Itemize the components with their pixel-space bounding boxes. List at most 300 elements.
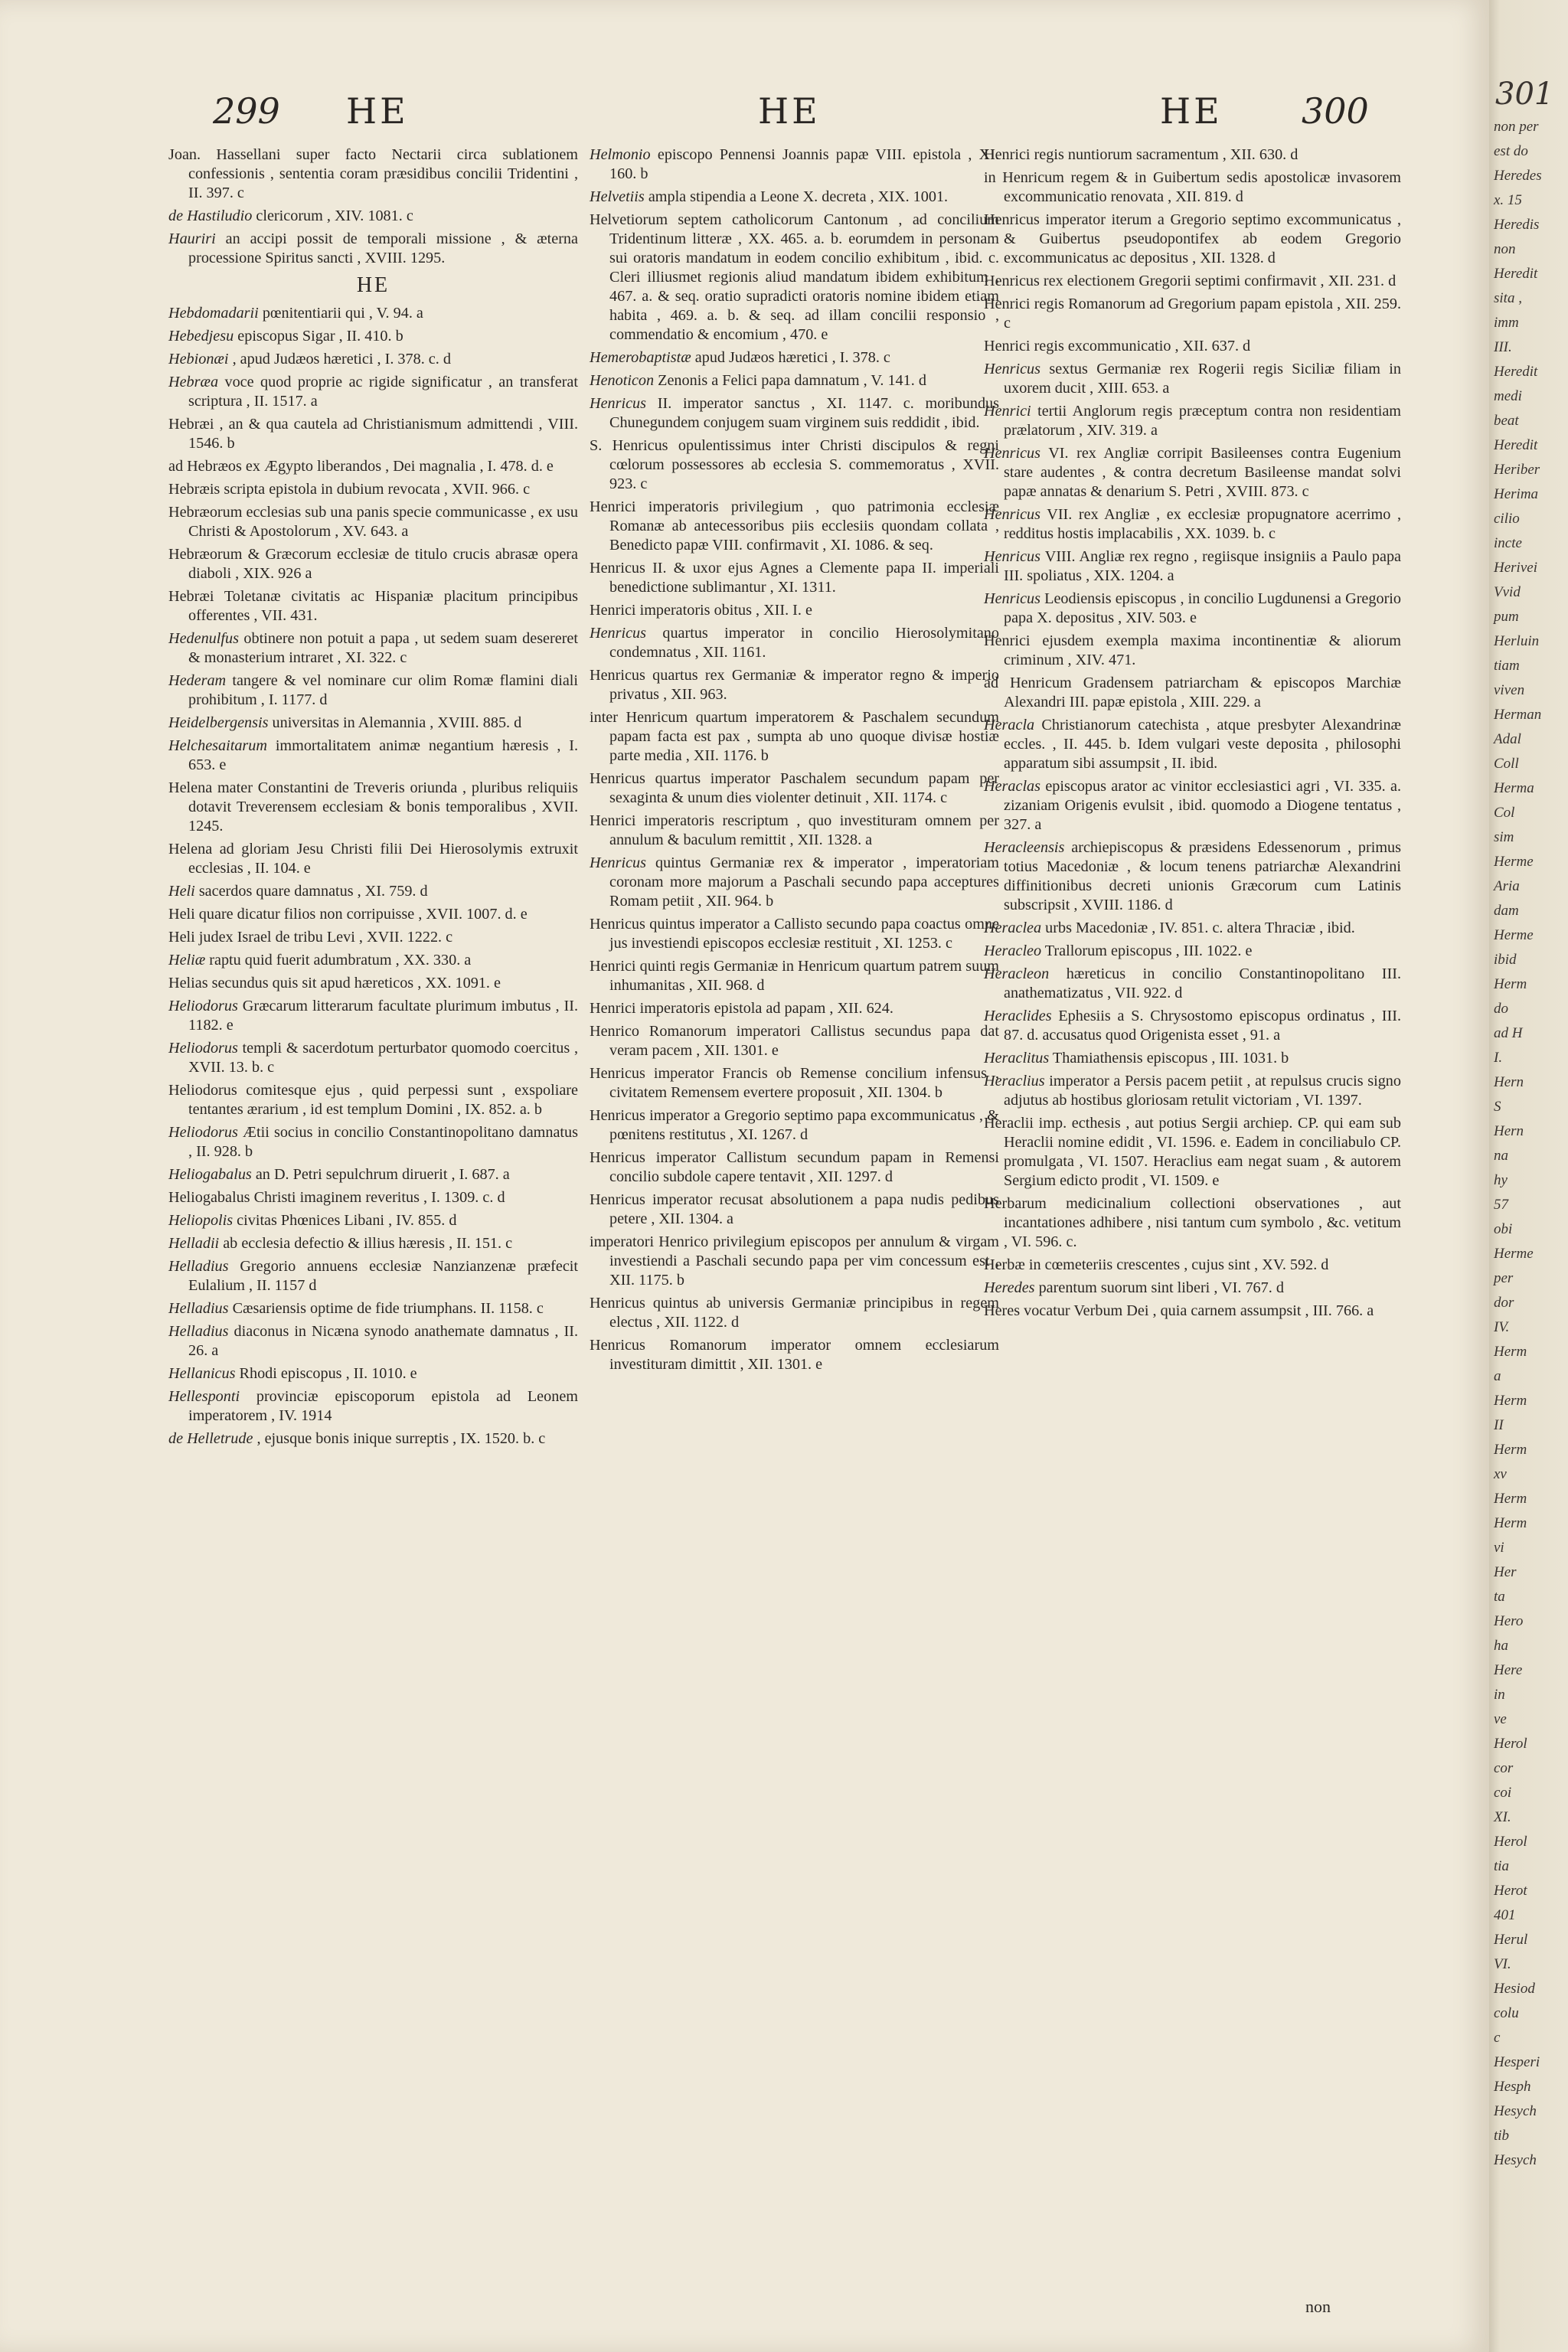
next-page-fragment: non per [1494,119,1539,135]
entry-text: Herbarum medicinalium collectioni observationes , aut incantationes adhibere , nisi tantum cum symbolo , &c. vetitum , VI. 596. c. [984,1195,1401,1250]
index-entry [590,498,999,555]
entry-keyword: Heliodorus [168,1124,238,1141]
index-entry [590,211,999,345]
entry-keyword: Henricus [984,590,1041,607]
entry-keyword: Heliæ [168,952,206,969]
entry-text: Heliodorus comitesque ejus , quid perpessi sunt , exspoliare tentantes ærarium , id est templum Domini , IX. 852. a. b [168,1082,578,1118]
index-entry [590,145,999,184]
next-page-fragment: est do [1494,143,1528,159]
index-entry [590,1106,999,1145]
next-page-fragment: imm [1494,315,1519,331]
index-entry [168,350,578,369]
next-page-fragment: Heriber [1494,462,1540,478]
index-entry [984,965,1401,1003]
index-entry [168,480,578,499]
entry-text: Hebræorum ecclesias sub una panis specie communicasse , ex usu Christi & Apostolorum , XV. 643. a [168,504,578,540]
entry-text: Henricus quartus rex Germaniæ & imperator regno & imperio privatus , XII. 963. [590,667,999,703]
next-page-fragment: Hesperi [1494,2054,1540,2070]
index-entry [984,674,1401,712]
index-entry [168,671,578,710]
next-page-fragment: Herm [1494,1442,1527,1458]
index-entry [590,915,999,953]
index-entry [168,415,578,453]
index-entry [984,1256,1401,1275]
index-entry [168,1211,578,1230]
next-page-fragment: Herme [1494,1246,1534,1262]
next-page-fragment: coi [1494,1785,1512,1801]
next-page-fragment: beat [1494,413,1519,429]
next-page-fragment: III. [1494,339,1512,355]
entry-text: archiepiscopus & præsidens Edessenorum , primus totius Macedoniæ , & locum tenens patriarchæ Alexandrini diffinitionibus decreti unionis Græcorum cum Latinis subscripsit , XVIII. 1186. d [1004,839,1401,913]
next-page-edge [1489,0,1568,2352]
entry-keyword: de Hastiludio [168,207,253,224]
entry-keyword: Heliodorus [168,998,238,1014]
entry-text: Henricus quartus imperator Paschalem secundum papam per sexaginta & unum dies violenter detinuit , XII. 1174. c [590,770,999,806]
entry-text: VI. rex Angliæ corripit Basileenses contra Eugenium stare audentes , & contra decretum Basileense mandat solvi papæ annatas & denarium S. Petri , XVIII. 873. c [1004,445,1401,500]
entry-text: pœnitentiarii qui , V. 94. a [258,305,423,322]
entry-text: sacerdos quare damnatus , XI. 759. d [194,883,428,900]
next-page-fragment: a [1494,1368,1501,1384]
next-page-fragment: vi [1494,1540,1504,1556]
index-entry [984,505,1401,544]
entry-text: Henricus imperator Francis ob Remense concilium infensus , civitatem Remensem evertere proposuit , XII. 1304. b [590,1065,999,1101]
column-heading-1: HE [346,90,409,132]
index-entry [168,545,578,583]
entry-text: quartus imperator in concilio Hierosolymitano condemnatus , XII. 1161. [609,625,999,661]
entry-keyword: Henricus [590,625,647,642]
next-page-fragment: Col [1494,805,1515,821]
index-entry [590,1022,999,1060]
entry-text: Christianorum catechista , atque presbyter Alexandrinæ eccles. , II. 445. b. Idem vulgari veste deposita , philosophi apparatum sibi assumpsit , II. ibid. [1004,717,1401,772]
entry-text: an accipi possit de temporali missione , & æterna processione Spiritus sancti , XVIII. 1295. [188,230,578,266]
index-column-2 [590,145,999,1378]
entry-keyword: Heraclea [984,920,1042,936]
entry-keyword: Heliogabalus [168,1166,252,1183]
index-entry [590,624,999,662]
entry-text: Græcarum litterarum facultate plurimum imbutus , II. 1182. e [188,998,578,1034]
next-page-fragment: Hesych [1494,2152,1537,2168]
entry-keyword: Hederam [168,672,227,689]
next-page-fragment: Herol [1494,1834,1527,1850]
entry-keyword: Henricus [984,445,1041,462]
index-entry [590,666,999,704]
index-entry [168,1165,578,1184]
entry-keyword: Helchesaitarum [168,737,267,754]
index-entry [168,1039,578,1077]
entry-keyword: Helladius [168,1323,229,1340]
entry-text: Joan. Hassellani super facto Nectarii circa sublationem confessionis , sententia coram præsidibus concilii Tridentini , II. 397. c [168,146,578,201]
next-page-fragment: obi [1494,1221,1513,1237]
index-entry [168,1081,578,1119]
catchword: non [1305,2297,1331,2316]
next-page-fragment: Herme [1494,927,1534,943]
entry-text: Henricus II. & uxor ejus Agnes a Clemente papa II. imperiali benedictione sublimantur , XI. 1311. [590,560,999,596]
index-entry [590,812,999,850]
entry-text: universitas in Alemannia , XVIII. 885. d [268,714,522,731]
next-page-fragment: Heredit [1494,364,1538,380]
next-page-fragment: viven [1494,682,1525,698]
next-page-fragment: Herivei [1494,560,1537,576]
index-entry [984,444,1401,501]
entry-text: Hebræi , an & qua cautela ad Christianismum admittendi , VIII. 1546. b [168,416,578,452]
entry-text: Henricus Romanorum imperator omnem ecclesiarum investituram dimittit , XII. 1301. e [590,1337,999,1373]
index-entry [168,207,578,226]
index-entry [168,779,578,836]
entry-text: Henrici imperatoris privilegium , quo patrimonia ecclesiæ Romanæ ab antecessoribus piis ecclesiis quondam collata , Benedicto papæ VIII. confirmavit , XI. 1086. & seq. [590,498,999,554]
index-entry [590,371,999,390]
index-entry [984,145,1401,165]
next-page-fragment: c [1494,2030,1501,2046]
entry-keyword: Henricus [590,395,647,412]
index-entry [168,327,578,346]
index-entry [984,547,1401,586]
next-page-fragment: in [1494,1687,1505,1703]
entry-text: , ejusque bonis inique surreptis , IX. 1520. b. c [253,1430,546,1447]
index-entry [984,211,1401,268]
entry-text: Henrici quinti regis Germaniæ in Henricum quartum patrem suum inhumanitas , XII. 968. d [590,958,999,994]
entry-text: Zenonis a Felici papa damnatum , V. 141. d [654,372,926,389]
entry-text: obtinere non potuit a papa , ut sedem suam desereret & monasterium intraret , XI. 322. c [188,630,578,666]
next-page-fragment: sim [1494,829,1514,845]
index-entry [168,1234,578,1253]
next-page-fragment: Herot [1494,1883,1527,1899]
next-page-fragment: ve [1494,1711,1507,1727]
next-page-number: 301 [1495,77,1554,112]
entry-text: episcopus arator ac vinitor ecclesiastici agri , VI. 335. a. zizaniam Origenis evulsit , ibid. quomodo a Diogene tentatus , 327. a [1004,778,1401,833]
next-page-fragment: II [1494,1417,1504,1433]
index-entry [590,957,999,995]
index-entry [168,714,578,733]
page-number-right: 300 [1302,90,1369,132]
next-page-fragment: I. [1494,1050,1503,1066]
entry-text: Gregorio annuens ecclesiæ Nanzianzenæ præfecit Eulalium , II. 1157 d [188,1258,578,1294]
index-entry [984,838,1401,915]
index-entry [168,1257,578,1295]
entry-text: Rhodi episcopus , II. 1010. e [235,1365,417,1382]
next-page-fragment: Herme [1494,854,1534,870]
index-entry [590,348,999,368]
entry-text: Helena ad gloriam Jesu Christi filii Dei Hierosolymis extruxit ecclesias , II. 104. e [168,841,578,877]
index-entry [984,360,1401,398]
entry-text: Heliogabalus Christi imaginem reveritus , I. 1309. c. d [168,1189,505,1206]
entry-text: tertii Anglorum regis præceptum contra non residentiam prælatorum , XIV. 319. a [1004,403,1401,439]
index-entry [590,1233,999,1290]
entry-keyword: Heraclas [984,778,1041,795]
entry-text: Heraclii imp. ecthesis , aut potius Sergii archiep. CP. qui eam sub Heraclii nomine edidit , VI. 1596. e. Eadem in conciliabulo CP. promulgata , VI. 1507. Heraclius eam negat suam , & autorem Sergium edicto prodit , VI. 1509. e [984,1115,1401,1189]
entry-text: Henrici ejusdem exempla maxima incontinentiæ & aliorum criminum , XIV. 471. [984,632,1401,668]
entry-keyword: Heraclius [984,1073,1045,1089]
entry-keyword: Henricus [590,854,647,871]
entry-keyword: Hebdomadarii [168,305,259,322]
entry-text: VII. rex Angliæ , ex ecclesiæ propugnatore acerrimo , redditus hostis implacabilis , XX. 1039. b. c [1004,506,1401,542]
next-page-fragment: Hern [1494,1123,1524,1139]
next-page-fragment: Aria [1494,878,1520,894]
entry-keyword: Helladius [168,1258,229,1275]
entry-text: quintus Germaniæ rex & imperator , imperatoriam coronam more majorum a Paschali secundo papa acceptures Romam petiit , XII. 964. b [609,854,999,910]
page-number-left: 299 [213,90,280,132]
next-page-fragment: ad H [1494,1025,1523,1041]
entry-text: clericorum , XIV. 1081. c [252,207,413,224]
next-page-fragment: Herm [1494,1393,1527,1409]
index-entry [168,905,578,924]
section-subheading: HE [356,273,390,297]
entry-text: imperator a Persis pacem petiit , at repulsus crucis signo adjutus ab hostibus gloriosam retulit victoriam , VI. 1397. [1004,1073,1401,1109]
entry-text: S. Henricus opulentissimus inter Christi discipulos & regni cœlorum possessores ab ecclesia S. commemoratus , XVII. 923. c [590,437,999,492]
next-page-fragment: do [1494,1001,1508,1017]
index-entry [984,1072,1401,1110]
index-entry [168,629,578,668]
entry-keyword: Hellanicus [168,1365,236,1382]
index-entry [168,1123,578,1161]
entry-text: Trallorum episcopus , III. 1022. e [1041,942,1253,959]
entry-text: Hebræi Toletanæ civitatis ac Hispaniæ placitum principibus offerentes , VII. 431. [168,588,578,624]
entry-text: Henrici imperatoris epistola ad papam , XII. 624. [590,1000,893,1017]
entry-keyword: Hellesponti [168,1388,240,1405]
next-page-fragment: per [1494,1270,1514,1286]
entry-keyword: Helmonio [590,146,651,163]
entry-keyword: Helladius [168,1300,229,1317]
entry-keyword: Hemerobaptistæ [590,349,691,366]
index-entry [590,854,999,911]
next-page-fragment: ha [1494,1638,1508,1654]
entry-text: imperatori Henrico privilegium episcopos per annulum & virgam investiendi a Paschali secundo papa per vim concessum est , XII. 1175. b [590,1233,999,1289]
next-page-fragment: colu [1494,2005,1519,2021]
entry-keyword: Heracla [984,717,1035,733]
next-page-fragment: cilio [1494,511,1520,527]
entry-text: tangere & vel nominare cur olim Romæ flamini diali prohibitum , I. 1177. d [188,672,578,708]
index-entry [984,942,1401,961]
entry-keyword: Helladii [168,1235,220,1252]
next-page-fragment: xv [1494,1466,1507,1482]
next-page-fragment: Hesph [1494,2079,1531,2095]
index-entry [984,272,1401,291]
next-page-fragment: Heredes [1494,168,1542,184]
entry-text: Heli judex Israel de tribu Levi , XVII. 1222. c [168,929,453,946]
column-heading-2: HE [758,90,821,132]
entry-text: episcopo Pennensi Joannis papæ VIII. epistola , XI. 160. b [609,146,999,182]
next-page-fragment: Hern [1494,1074,1524,1090]
index-entry [984,295,1401,333]
index-column-3 [984,145,1401,1325]
entry-text: Henricus rex electionem Gregorii septimi confirmavit , XII. 231. d [984,273,1396,289]
entry-text: Henrici imperatoris obitus , XII. I. e [590,602,812,619]
index-entry [984,1007,1401,1045]
entry-text: provinciæ episcoporum epistola ad Leonem imperatorem , IV. 1914 [188,1388,578,1424]
entry-text: , apud Judæos hæretici , I. 378. c. d [228,351,451,368]
entry-text: templi & sacerdotum perturbator quomodo coercitus , XVII. 13. b. c [188,1040,578,1076]
index-entry [590,1191,999,1229]
next-page-fragment: Here [1494,1662,1523,1678]
entry-text: ampla stipendia a Leone X. decreta , XIX. 1001. [644,188,949,205]
index-entry [984,168,1401,207]
index-entry [984,1279,1401,1298]
index-entry [168,457,578,476]
entry-text: Helvetiorum septem catholicorum Cantonum , ad concilium Tridentinum litteræ , XX. 465. a. b. eorumdem in personam sui oratoris mandatum in eodem concilio exhibitum , ibid. c. Cleri illiusmet regionis aliud mandatum ibidem exhibitum , 467. a. & seq. oratio supradicti oratoris nomine ibidem etiam habita , 469. a. b. & seq. ad illam concilii responsio , commendatio & encomium , 470. e [590,211,999,343]
entry-keyword: Henoticon [590,372,655,389]
entry-text: Thamiathensis episcopus , III. 1031. b [1049,1050,1289,1067]
entry-keyword: Henricus [984,361,1041,377]
next-page-fragment: non [1494,241,1516,257]
entry-keyword: Heredes [984,1279,1035,1296]
entry-text: in Henricum regem & in Guibertum sedis apostolicæ invasorem excommunicatio renovata , XII. 819. d [984,169,1401,205]
next-page-fragment: incte [1494,535,1522,551]
entry-text: immortalitatem animæ negantium hæresis , I. 653. e [188,737,578,773]
entry-keyword: Henricus [984,506,1041,523]
next-page-fragment: Heredit [1494,266,1538,282]
index-entry [590,188,999,207]
index-entry [168,230,578,268]
next-page-fragment: x. 15 [1494,192,1522,208]
index-entry [590,708,999,766]
entry-text: ad Henricum Gradensem patriarcham & episcopos Marchiæ Alexandri III. papæ epistola , XIII. 229. a [984,675,1401,710]
entry-text: Henricus quintus imperator a Callisto secundo papa coactus omne jus investiendi episcopos ecclesiæ restituit , XI. 1253. c [590,916,999,952]
index-entry [984,1114,1401,1191]
index-entry [168,840,578,878]
next-page-fragment: Herm [1494,1344,1527,1360]
index-entry [168,997,578,1035]
next-page-fragment: ibid [1494,952,1517,968]
entry-text: Henrici regis excommunicatio , XII. 637. d [984,338,1251,354]
next-page-fragment: dor [1494,1295,1514,1311]
next-page-fragment: Coll [1494,756,1519,772]
entry-text: hæreticus in concilio Constantinopolitano III. anathematizatus , VII. 922. d [1004,965,1401,1001]
index-entry [984,590,1401,628]
entry-text: Henrici regis nuntiorum sacramentum , XII. 630. d [984,146,1298,163]
next-page-fragment: S [1494,1099,1501,1115]
entry-keyword: Heliopolis [168,1212,234,1229]
entry-keyword: Henricus [984,548,1041,565]
entry-keyword: Heli [168,883,195,900]
entry-text: voce quod proprie ac rigide significatur , an transferat scriptura , II. 1517. a [188,374,578,410]
next-page-fragment: tia [1494,1858,1510,1874]
entry-text: ad Hebræos ex Ægypto liberandos , Dei magnalia , I. 478. d. e [168,458,554,475]
next-page-fragment: Vvid [1494,584,1521,600]
entry-text: Henrici regis Romanorum ad Gregorium papam epistola , XII. 259. c [984,296,1401,332]
next-page-fragment: 401 [1494,1907,1516,1923]
entry-keyword: Heliodorus [168,1040,238,1057]
index-entry [168,1364,578,1383]
next-page-fragment: Herol [1494,1736,1527,1752]
entry-text: sextus Germaniæ rex Rogerii regis Siciliæ filiam in uxorem ducit , XIII. 653. a [1004,361,1401,397]
index-entry [984,1302,1401,1321]
entry-text: Henrico Romanorum imperatori Callistus secundus papa dat veram pacem , XII. 1301. e [590,1023,999,1059]
entry-text: an D. Petri sepulchrum diruerit , I. 687. a [251,1166,510,1183]
entry-text: Henricus imperator recusat absolutionem a papa nudis pedibus petere , XII. 1304. a [590,1191,999,1227]
entry-keyword: Heraclides [984,1008,1052,1024]
entry-text: VIII. Angliæ rex regno , regiisque insigniis a Paulo papa III. spoliatus , XIX. 1204. a [1004,548,1401,584]
entry-text: Ætii socius in concilio Constantinopolitano damnatus , II. 928. b [188,1124,578,1160]
next-page-fragment: Herm [1494,1515,1527,1531]
next-page-fragment: Heredit [1494,437,1538,453]
next-page-fragment: VI. [1494,1956,1511,1972]
entry-text: Leodiensis episcopus , in concilio Lugdunensi a Gregorio papa X. depositus , XIV. 503. e [1004,590,1401,626]
next-page-fragment: Her [1494,1564,1517,1580]
entry-text: Henricus imperator a Gregorio septimo papa excommunicatus , & pœnitens restitutus , XI. 1267. d [590,1107,999,1143]
entry-text: Henricus imperator Callistum secundum papam in Remensi concilio subdole capere tentavit , XII. 1297. d [590,1149,999,1185]
index-entry [168,373,578,411]
index-entry [168,145,578,203]
next-page-fragment: Herul [1494,1932,1528,1948]
entry-keyword: Heracleo [984,942,1042,959]
next-page-fragment: Herima [1494,486,1539,502]
next-page-fragment: Hero [1494,1613,1524,1629]
entry-text: Hebræis scripta epistola in dubium revocata , XVII. 966. c [168,481,531,498]
entry-text: episcopus Sigar , II. 410. b [234,328,403,345]
entry-text: Helias secundus quis sit apud hæreticos , XX. 1091. e [168,975,501,991]
entry-keyword: Henrici [984,403,1031,420]
entry-text: II. imperator sanctus , XI. 1147. c. moribundus Chunegundem conjugem suam virginem suis reddidit , ibid. [609,395,999,431]
entry-keyword: Hebedjesu [168,328,234,345]
entry-keyword: Hebræa [168,374,219,390]
next-page-fragment: XI. [1494,1809,1511,1825]
entry-text: apud Judæos hæretici , I. 378. c [691,349,890,366]
index-entry [984,1194,1401,1252]
entry-text: Heres vocatur Verbum Dei , quia carnem assumpsit , III. 766. a [984,1302,1374,1319]
next-page-fragments [1494,115,1542,2173]
next-page-fragment: na [1494,1148,1508,1164]
index-entry [168,951,578,970]
index-entry [168,1188,578,1207]
index-entry [168,1387,578,1426]
index-entry [168,1429,578,1449]
index-entry [168,928,578,947]
next-page-fragment: cor [1494,1760,1514,1776]
next-page-fragment: Heredis [1494,217,1540,233]
index-entry [984,337,1401,356]
next-page-fragment: tib [1494,2128,1510,2144]
index-entry [590,559,999,597]
next-page-fragment: sita , [1494,290,1522,306]
index-entry [590,1148,999,1187]
index-entry [984,1049,1401,1068]
entry-text: parentum suorum sint liberi , VI. 767. d [1034,1279,1284,1296]
index-entry [168,1299,578,1318]
index-entry [590,1064,999,1102]
index-entry [168,587,578,626]
entry-text: Henrici imperatoris rescriptum , quo investituram omnem per annulum & baculum remittit , XII. 1328. a [590,812,999,848]
next-page-fragment: Hesiod [1494,1981,1535,1997]
index-entry [590,999,999,1018]
index-entry [590,436,999,494]
entry-text: Hebræorum & Græcorum ecclesiæ de titulo crucis abrasæ opera diaboli , XIX. 926 a [168,546,578,582]
entry-keyword: Hedenulfus [168,630,239,647]
entry-text: Heli quare dicatur filios non corripuisse , XVII. 1007. d. e [168,906,528,923]
entry-text: Helena mater Constantini de Treveris oriunda , pluribus reliquiis dotavit Treverensem ecclesiam & bonis temporalibus , XVII. 1245. [168,779,578,835]
index-entry [590,1336,999,1374]
next-page-fragment: IV. [1494,1319,1510,1335]
index-entry [168,882,578,901]
next-page-fragment: medi [1494,388,1522,404]
index-entry [590,601,999,620]
entry-keyword: Heraclitus [984,1050,1050,1067]
index-entry [984,919,1401,938]
entry-keyword: Hauriri [168,230,216,247]
index-entry [984,402,1401,440]
next-page-fragment: Herma [1494,780,1534,796]
entry-text: urbs Macedoniæ , IV. 851. c. altera Thraciæ , ibid. [1041,920,1355,936]
index-entry [168,1322,578,1361]
next-page-fragment: Herm [1494,976,1527,992]
entry-text: Herbæ in cœmeteriis crescentes , cujus sint , XV. 592. d [984,1256,1329,1273]
running-header [0,90,1489,144]
next-page-fragment: 57 [1494,1197,1508,1213]
entry-text: inter Henricum quartum imperatorem & Paschalem secundum papam facta est pax , sumpta ab uno quoque divisæ hostiæ parte media , XII. 1176. b [590,709,999,764]
column-heading-3: HE [1160,90,1223,132]
next-page-fragment: Adal [1494,731,1521,747]
entry-keyword: Helvetiis [590,188,645,205]
next-page-fragment: hy [1494,1172,1508,1188]
next-page-fragment: Hesych [1494,2103,1537,2119]
